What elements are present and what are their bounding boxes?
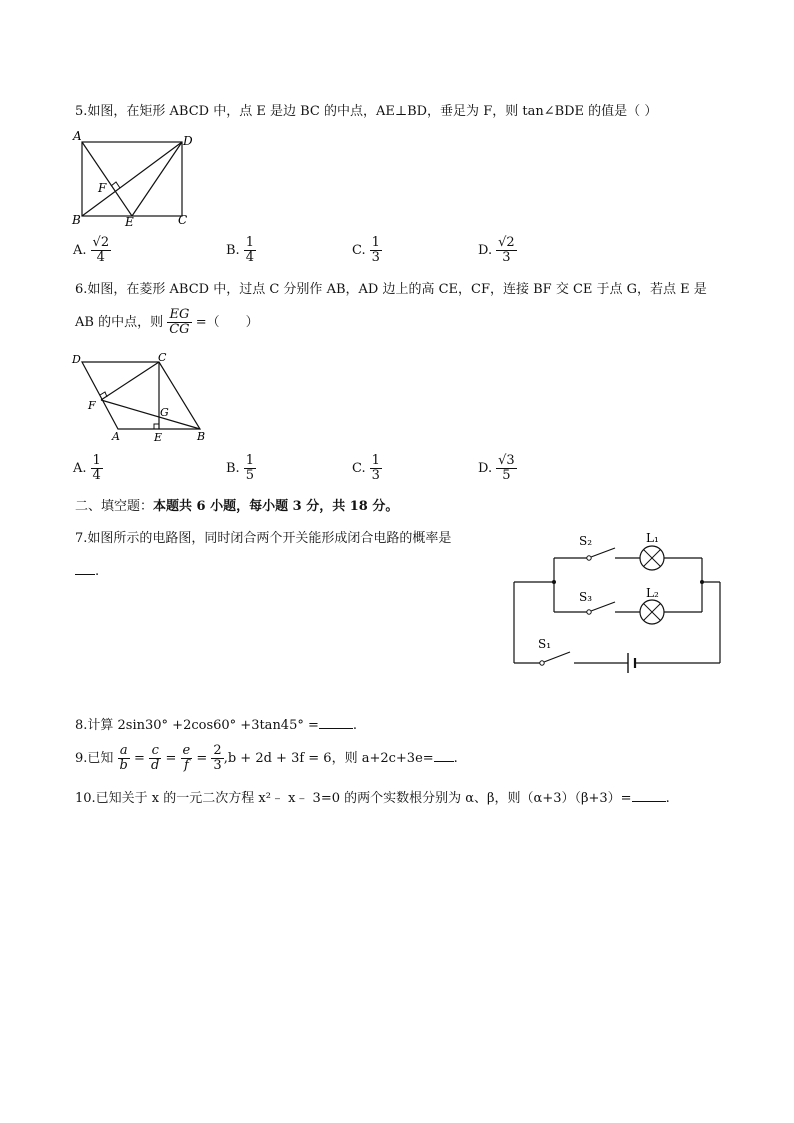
q5-segment-bd (82, 142, 182, 216)
q5-option-d-den: 3 (502, 250, 511, 265)
q9-pre: 9.已知 (75, 751, 114, 766)
q5-option-c-den: 3 (371, 250, 380, 265)
q5-option-d[interactable] (478, 236, 517, 265)
q5-text: 5.如图，在矩形 ABCD 中，点 E 是边 BC 的中点，AE⊥BD，垂足为 F，则 tan∠BDE 的值是（ ） (75, 104, 658, 119)
q8-text: 8.计算 2sin30° +2cos60° +3tan45° = (75, 718, 319, 733)
q5-label-c: C (178, 213, 188, 227)
q5-option-d-letter: D. (478, 243, 493, 258)
q6-segment-cf (101, 362, 159, 400)
q6-ratio-den: CG (169, 322, 190, 337)
junction-dot-left (552, 580, 556, 584)
q5-option-a[interactable] (73, 236, 111, 265)
q6-option-b-den: 5 (245, 468, 254, 483)
q6-option-c-fraction (370, 454, 382, 483)
q5-option-c[interactable] (352, 236, 382, 265)
section2-heading (75, 498, 398, 516)
q6-label-b: B (197, 430, 206, 443)
q5-option-a-num: √2 (92, 235, 110, 250)
q9-frac-e-f (181, 744, 193, 773)
q6-option-d-den: 5 (502, 468, 511, 483)
q5-option-b-fraction (244, 236, 256, 265)
q8-answer-blank[interactable] (319, 716, 353, 729)
q9-frac4-num: 2 (213, 743, 222, 758)
switch-s2-blade[interactable] (591, 548, 615, 557)
q7-tail: . (95, 564, 100, 579)
q9-frac2-num: c (149, 744, 161, 759)
q7-answer-blank[interactable] (75, 562, 95, 575)
q9-tail: . (453, 751, 458, 766)
q6-option-b-num: 1 (245, 453, 254, 468)
q5-option-c-num: 1 (371, 235, 380, 250)
q9-frac1-den: b (119, 758, 128, 773)
q9-frac1-num: a (118, 744, 130, 759)
q6-option-d-fraction (496, 454, 517, 483)
q10-tail: . (665, 791, 670, 806)
q6-right-angle-e (154, 424, 159, 429)
q5-option-b[interactable] (226, 236, 256, 265)
q9-condition: ,b + 2d + 3f = 6 (223, 751, 332, 766)
q6-label-c: C (158, 351, 167, 364)
q6-figure (68, 350, 218, 444)
q6-label-g: G (160, 406, 169, 419)
q10-answer-blank[interactable] (632, 789, 666, 802)
q5-label-d: D (183, 134, 193, 148)
section2-rule: 本题共 6 小题，每小题 3 分，共 18 分。 (153, 499, 399, 514)
q5-option-a-letter: A. (73, 243, 87, 258)
switch-s1-pivot (540, 661, 544, 665)
q5-option-b-letter: B. (226, 243, 240, 258)
q7-text: 7.如图所示的电路图，同时闭合两个开关能形成闭合电路的概率是 (75, 531, 452, 546)
q5-option-b-num: 1 (245, 235, 254, 250)
q6-label-a: A (112, 430, 120, 443)
q5-option-a-den: 4 (96, 250, 105, 265)
junction-dot-right (700, 580, 704, 584)
section2-prefix: 二、填空题： (75, 499, 154, 514)
q6-label-d: D (72, 353, 81, 366)
q6-option-d-num: √3 (498, 453, 515, 468)
q9-frac2-den: d (151, 758, 160, 773)
q9-frac-c-d (149, 744, 161, 773)
q6-option-c-letter: C. (352, 461, 366, 476)
q6-option-a[interactable] (73, 454, 103, 483)
q5-figure (68, 126, 198, 230)
q5-option-d-num: √2 (498, 235, 515, 250)
q5-option-d-fraction (496, 236, 517, 265)
q5-option-c-fraction (370, 236, 382, 265)
q6-rhombus (82, 362, 200, 429)
switch-s2-pivot (587, 556, 591, 560)
label-s3: S₃ (579, 590, 593, 604)
q6-ratio-fraction (167, 308, 191, 337)
q6-option-b-fraction (244, 454, 256, 483)
q6-option-c-num: 1 (371, 453, 380, 468)
q5-label-b: B (72, 213, 81, 227)
q5-label-e: E (125, 215, 134, 229)
label-s1: S₁ (538, 637, 552, 651)
q5-option-a-fraction (91, 236, 112, 265)
q6-option-a-num: 1 (92, 453, 101, 468)
label-l1: L₁ (646, 531, 659, 545)
q9-frac3-den: f (183, 758, 189, 773)
q5-option-c-letter: C. (352, 243, 366, 258)
q9-answer-blank[interactable] (434, 749, 454, 762)
q5-segment-ae (82, 142, 132, 216)
q6-option-d[interactable] (478, 454, 517, 483)
q6-option-c[interactable] (352, 454, 382, 483)
q5-option-b-den: 4 (245, 250, 254, 265)
q7-circuit (500, 528, 730, 678)
q9-frac4-den: 3 (213, 758, 222, 773)
q5-label-a: A (73, 129, 82, 143)
q6-option-a-fraction (91, 454, 103, 483)
q9-frac3-num: e (182, 743, 191, 758)
q6-line2 (75, 308, 259, 337)
q10-line (75, 789, 670, 808)
q5-label-f: F (98, 181, 107, 195)
q6-ratio-num: EG (167, 308, 191, 323)
q6-label-e: E (154, 431, 163, 444)
q9-post: ，则 a+2c+3e= (331, 751, 434, 766)
q8-line (75, 716, 357, 735)
q9-frac-2-3 (211, 744, 223, 773)
q6-option-c-den: 3 (371, 468, 380, 483)
q10-text: 10.已知关于 x 的一元二次方程 x²﹣ x﹣ 3=0 的两个实数根分别为 α、β，则（α+3）（β+3）= (75, 791, 632, 806)
q6-option-b[interactable] (226, 454, 256, 483)
label-s2: S₂ (579, 534, 593, 548)
q6-option-d-letter: D. (478, 461, 493, 476)
q6-line2-pre: AB 的中点，则 (75, 315, 164, 330)
q6-option-a-den: 4 (92, 468, 101, 483)
switch-s3-blade[interactable] (591, 602, 615, 611)
q9-line: 9.已知 $\frac{a}{b}$ = $\frac{c}{d}$ = $\frac{e}{f}$ = $\frac{2}{3}$ ,b + 2d + 3f = 6，则 a+2c+3e= . (75, 743, 458, 773)
switch-s3-pivot (587, 610, 591, 614)
q6-option-a-letter: A. (73, 461, 87, 476)
switch-s1-blade[interactable] (544, 652, 570, 662)
q7-answer-line (75, 562, 99, 581)
q6-label-f: F (88, 399, 96, 412)
q6-option-b-letter: B. (226, 461, 240, 476)
q8-tail: . (352, 718, 358, 733)
q6-line2-post: =（ ） (195, 315, 259, 330)
q6-line1: 6.如图，在菱形 ABCD 中，过点 C 分别作 AB，AD 边上的高 CE，CF，连接 BF 交 CE 于点 G，若点 E 是 (75, 282, 707, 297)
label-l2: L₂ (646, 586, 659, 600)
q5-segment-de (132, 142, 182, 216)
q9-frac-a-b (118, 744, 130, 773)
